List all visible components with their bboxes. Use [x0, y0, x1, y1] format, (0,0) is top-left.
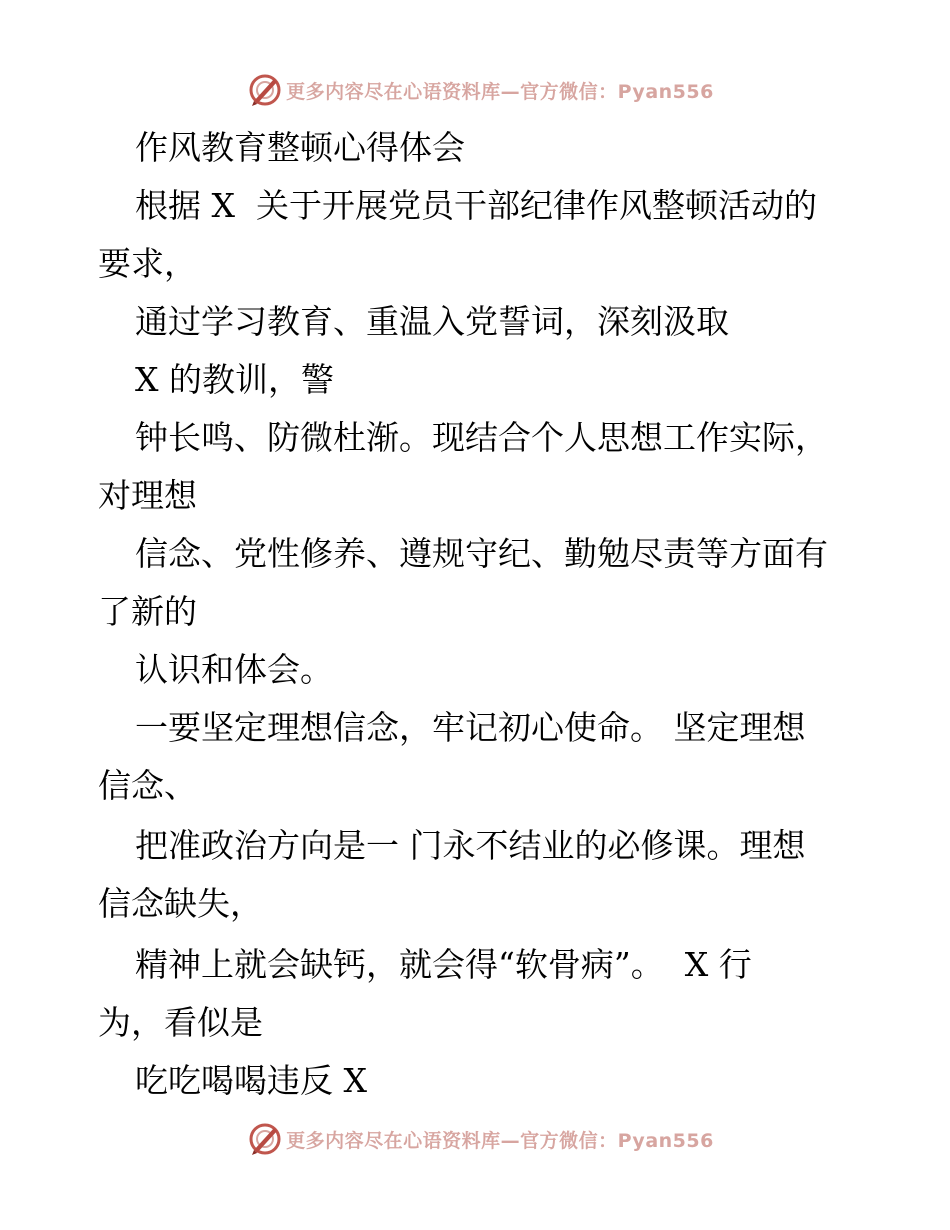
body-line: X 的教训，警: [135, 360, 334, 399]
body-line: 了新的: [98, 592, 197, 631]
body-line: 根据 X 关于开展党员干部纪律作风整顿活动的: [135, 186, 817, 225]
body-line: 通过学习教育、重温入党誓词，深刻汲取: [135, 302, 729, 341]
body-line: 把准政治方向是一 门永不结业的必修课。理想: [135, 826, 806, 865]
body-line: 吃吃喝喝违反 X: [135, 1061, 367, 1100]
pen-logo-icon: [248, 1122, 282, 1156]
body-line: 要求，: [98, 244, 197, 283]
body-line: 信念、: [98, 766, 197, 805]
footer-banner: [0, 1119, 950, 1159]
header-banner: [0, 70, 950, 110]
body-line: 钟长鸣、防微杜渐。现结合个人思想工作实际，: [135, 418, 828, 457]
body-line: 对理想: [98, 476, 197, 515]
body-line: 信念缺失，: [98, 884, 263, 923]
body-line: 认识和体会。: [135, 650, 333, 689]
footer-banner-text: 更多内容尽在心语资料库—官方微信：Pyan556: [286, 1129, 714, 1152]
document-title: 作风教育整顿心得体会: [135, 128, 465, 167]
pen-logo-icon: [248, 73, 282, 107]
body-line: 信念、党性修养、遵规守纪、勤勉尽责等方面有: [135, 534, 828, 573]
body-line: 为，看似是: [98, 1003, 263, 1042]
header-banner-text: 更多内容尽在心语资料库—官方微信：Pyan556: [286, 80, 714, 103]
body-line: 一要坚定理想信念，牢记初心使命。 坚定理想: [135, 708, 806, 747]
body-line: 精神上就会缺钙，就会得“软骨病”。 X 行: [135, 945, 752, 984]
